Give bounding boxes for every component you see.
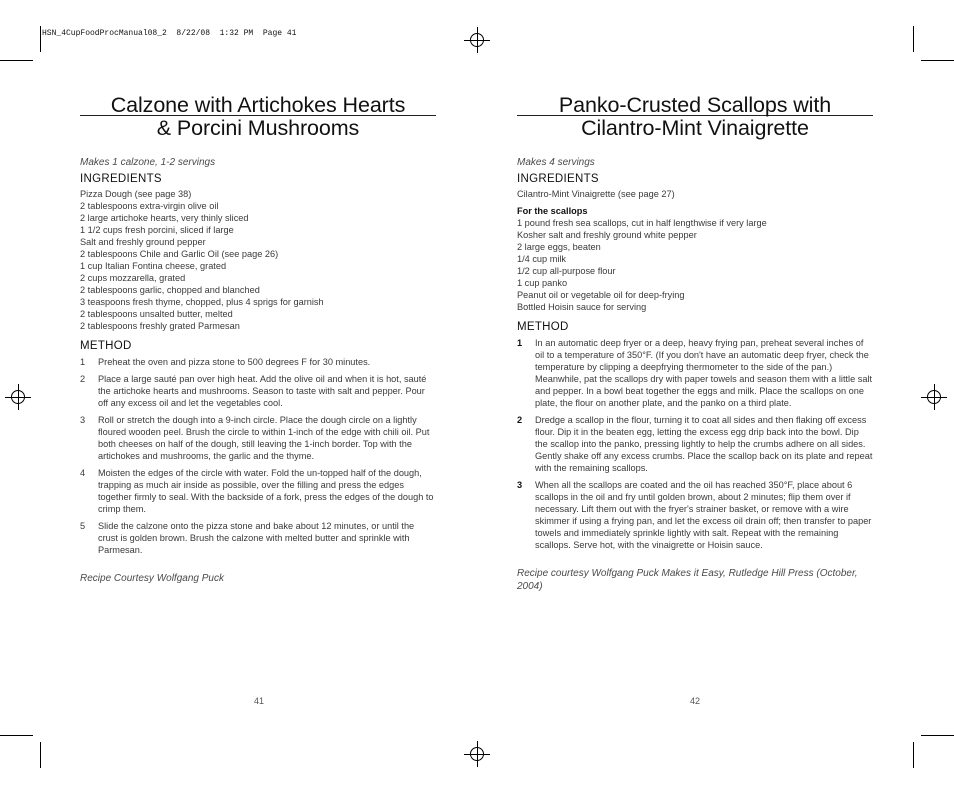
method-step: [517, 479, 873, 551]
recipe-credit: Recipe Courtesy Wolfgang Puck: [80, 573, 224, 584]
method-step: [80, 373, 436, 409]
step-number: 2: [517, 415, 523, 425]
servings: Makes 1 calzone, 1-2 servings: [80, 157, 216, 168]
recipe-credit: Recipe courtesy Wolfgang Puck Makes it Easy, Rutledge Hill Press (October, 2004): [517, 568, 858, 592]
step-number: 4: [80, 468, 86, 478]
registration-mark-icon: [464, 741, 490, 767]
step-number: 3: [80, 415, 86, 425]
ingredients-heading: INGREDIENTS: [517, 173, 599, 185]
crop-mark: [913, 26, 914, 52]
step-number: 1: [80, 357, 86, 367]
crop-mark: [921, 735, 954, 736]
ingredient-item: 2 cups mozzarella, grated: [80, 273, 186, 283]
step-number: 5: [80, 521, 86, 531]
registration-mark-icon: [5, 384, 31, 410]
left-page: [80, 94, 436, 585]
ingredient-item: 2 tablespoons freshly grated Parmesan: [80, 321, 240, 331]
ingredient-item: 2 tablespoons garlic, chopped and blanched: [80, 285, 260, 295]
crop-mark: [0, 60, 33, 61]
method-step: [517, 414, 873, 474]
step-text: Preheat the oven and pizza stone to 500 degrees F for 30 minutes.: [98, 357, 371, 367]
step-number: 3: [517, 480, 523, 490]
recipe-title: [80, 94, 436, 140]
ingredient-item: Kosher salt and freshly ground white pepper: [517, 230, 697, 240]
ingredient-item: 1/2 cup all-purpose flour: [517, 266, 616, 276]
crop-mark: [40, 742, 41, 768]
ingredient-item: 2 large artichoke hearts, very thinly sliced: [80, 213, 249, 223]
method-step: [80, 520, 436, 556]
right-page: [517, 94, 873, 593]
ingredient-item: 1 pound fresh sea scallops, cut in half lengthwise if very large: [517, 218, 767, 228]
registration-mark-icon: [464, 27, 490, 53]
method-heading: METHOD: [80, 340, 132, 352]
ingredient-item: Bottled Hoisin sauce for serving: [517, 302, 647, 312]
printer-slug: HSN_4CupFoodProcManual08_2 8/22/08 1:32 PM Page 41: [42, 29, 297, 38]
title-line-2: & Porcini Mushrooms: [156, 116, 360, 140]
step-text: Place a large sauté pan over high heat. Add the olive oil and when it is hot, sauté the artichoke hearts and mushrooms. Season to taste with salt and pepper. Pour off any excess oil and let the vegetables cool.: [98, 374, 427, 408]
recipe-title: [517, 94, 873, 140]
step-text: Roll or stretch the dough into a 9-inch circle. Place the dough circle on a lightly floured wooden peel. Brush the circle to within 1-inch of the edge with chili oil. Put both cheeses on half of the dough, still leaving the 1-inch border. Top with the artichokes and mushrooms, the garlic and the thyme.: [98, 415, 430, 461]
method-steps: [517, 337, 873, 551]
registration-mark-icon: [921, 384, 947, 410]
ingredient-item: 2 large eggs, beaten: [517, 242, 601, 252]
method-heading: METHOD: [517, 321, 569, 333]
ingredients-list: [517, 188, 873, 313]
ingredient-item: Peanut oil or vegetable oil for deep-frying: [517, 290, 685, 300]
method-step: [80, 467, 436, 515]
ingredients-heading: INGREDIENTS: [80, 173, 162, 185]
step-text: Dredge a scallop in the flour, turning it to coat all sides and then flaking off excess flour. Dip it in the beaten egg, letting the excess egg drip back into the bowl. Dip the scallop into the panko, pressing lightly to help the crumbs adhere on all sides. Gently shake off any excess crumbs. Place the scallop back on its plate and repeat with the remaining scallops.: [535, 415, 873, 473]
title-line-1: Calzone with Artichokes Hearts: [110, 93, 406, 117]
ingredient-item: 2 tablespoons Chile and Garlic Oil (see page 26): [80, 249, 279, 259]
ingredient-item: 3 teaspoons fresh thyme, chopped, plus 4 sprigs for garnish: [80, 297, 324, 307]
crop-mark: [0, 735, 33, 736]
ingredient-item: Salt and freshly ground pepper: [80, 237, 206, 247]
ingredients-subheading: For the scallops: [517, 206, 588, 216]
step-text: When all the scallops are coated and the oil has reached 350°F, place about 6 scallops in the oil and fry until golden brown, about 2 minutes; flip them over if necessary. Lift them out with the fryer's strainer basket, or remove with a wire skimmer if using a frying pan, and let the excess oil drain off; then transfer to paper towels and immediately sprinkle lightly with salt. Repeat with the remaining scallops. Serve hot, with the vinaigrette or Hoisin sauce.: [535, 480, 872, 550]
servings: Makes 4 servings: [517, 157, 595, 168]
crop-mark: [913, 742, 914, 768]
title-line-1: Panko-Crusted Scallops with: [558, 93, 832, 117]
ingredient-item: 1 cup Italian Fontina cheese, grated: [80, 261, 227, 271]
method-step: [80, 414, 436, 462]
ingredient-item: 1 cup panko: [517, 278, 568, 288]
step-text: Slide the calzone onto the pizza stone and bake about 12 minutes, or until the crust is golden brown. Brush the calzone with melted butter and sprinkle with Parmesan.: [98, 521, 415, 555]
title-line-2: Cilantro-Mint Vinaigrette: [581, 116, 809, 140]
step-number: 1: [517, 338, 523, 348]
ingredient-item: 2 tablespoons unsalted butter, melted: [80, 309, 233, 319]
page-number: 42: [690, 696, 701, 706]
crop-mark: [40, 26, 41, 52]
ingredient-item: 1/4 cup milk: [517, 254, 567, 264]
step-text: In an automatic deep fryer or a deep, heavy frying pan, preheat several inches of oil to a temperature of 350°F. (If you don't have an automatic deep fryer, check the temperature by clipping a deepfrying thermometer to the side of the pan.) Meanwhile, pat the scallops dry with paper towels and season them with a little salt and pepper. In a bowl beat together the eggs and milk. Place the scallops on one plate, the flour on another plate, and the panko on a third plate.: [535, 338, 873, 408]
ingredient-item: 1 1/2 cups fresh porcini, sliced if large: [80, 225, 234, 235]
step-number: 2: [80, 374, 86, 384]
ingredient-item: Cilantro-Mint Vinaigrette (see page 27): [517, 189, 675, 199]
crop-mark: [921, 60, 954, 61]
step-text: Moisten the edges of the circle with water. Fold the un-topped half of the dough, trapping as much air inside as possible, over the filling and press the edges together firmly to seal. With the backside of a fork, press the edges of the dough to crimp them.: [98, 468, 434, 514]
ingredients-list: [80, 188, 436, 332]
page-number: 41: [254, 696, 265, 706]
ingredient-item: Pizza Dough (see page 38): [80, 189, 192, 199]
method-step: [80, 356, 436, 368]
method-steps: [80, 356, 436, 556]
ingredient-item: 2 tablespoons extra-virgin olive oil: [80, 201, 219, 211]
method-step: [517, 337, 873, 409]
